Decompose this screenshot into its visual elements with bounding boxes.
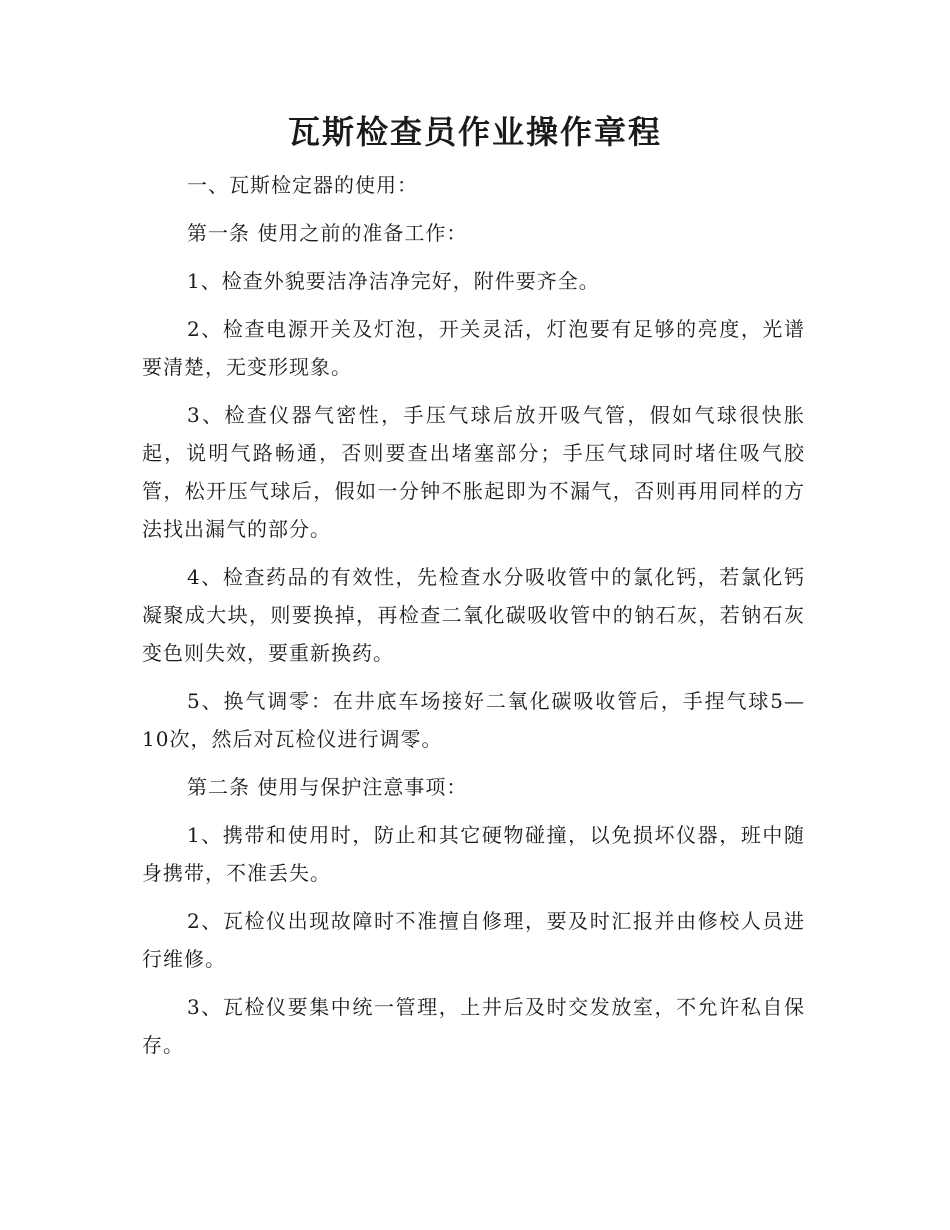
paragraph: 1、携带和使用时，防止和其它硬物碰撞，以免损坏仪器，班中随身携带，不准丢失。 xyxy=(142,823,805,885)
paragraph: 4、检查药品的有效性，先检查水分吸收管中的氯化钙，若氯化钙凝聚成大块，则要换掉，再检查二氧化碳吸收管中的钠石灰，若钠石灰变色则失效，要重新换药。 xyxy=(142,565,805,665)
article-heading: 第一条 使用之前的准备工作： xyxy=(187,221,468,245)
document-title: 瓦斯检查员作业操作章程 xyxy=(287,113,662,151)
article-heading: 第二条 使用与保护注意事项： xyxy=(187,775,468,799)
paragraph: 3、瓦检仪要集中统一管理，上井后及时交发放室，不允许私自保存。 xyxy=(142,995,805,1057)
paragraph: 5、换气调零：在井底车场接好二氧化碳吸收管后，手捏气球5—10次，然后对瓦检仪进行调零。 xyxy=(142,689,805,751)
document-body xyxy=(142,166,805,1074)
paragraph: 1、检查外貌要洁净洁净完好，附件要齐全。 xyxy=(187,269,600,293)
paragraph: 3、检查仪器气密性，手压气球后放开吸气管，假如气球很快胀起，说明气路畅通，否则要查出堵塞部分；手压气球同时堵住吸气胶管，松开压气球后，假如一分钟不胀起即为不漏气，否则再用同样的方法找出漏气的部分。 xyxy=(142,403,805,541)
section-heading: 一、瓦斯检定器的使用： xyxy=(187,173,418,197)
paragraph: 2、瓦检仪出现故障时不准擅自修理，要及时汇报并由修校人员进行维修。 xyxy=(142,909,805,971)
paragraph: 2、检查电源开关及灯泡，开关灵活，灯泡要有足够的亮度，光谱要清楚，无变形现象。 xyxy=(142,317,805,379)
